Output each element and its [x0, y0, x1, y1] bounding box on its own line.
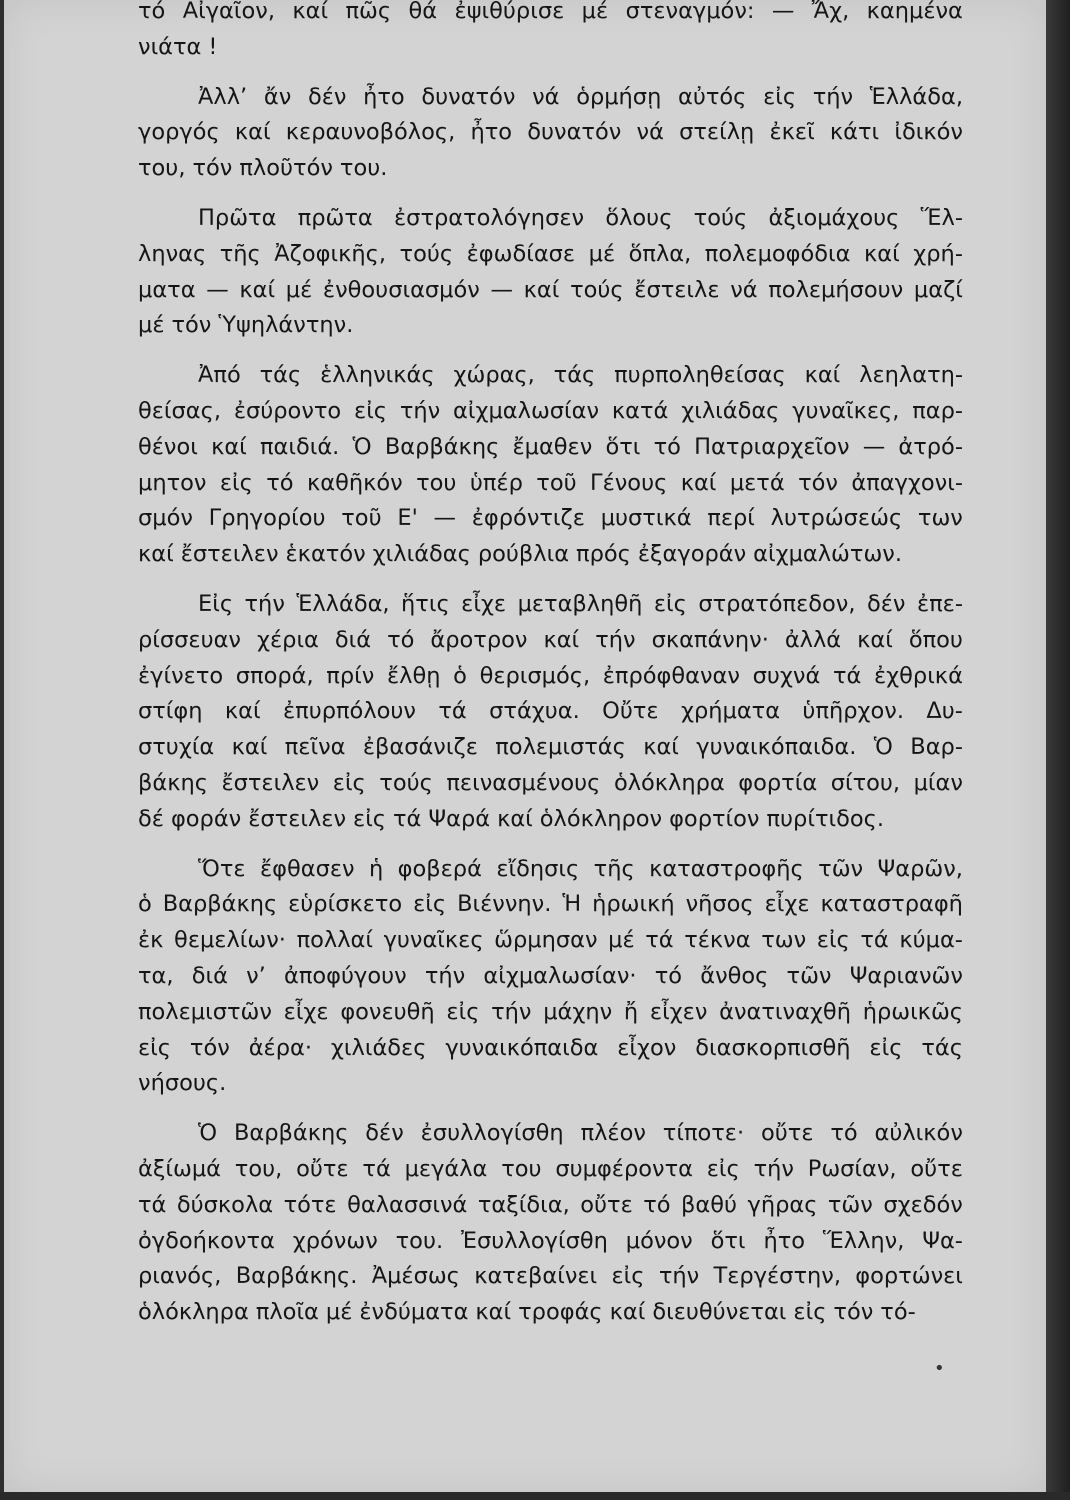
text-line: τό Αἰγαῖον, καί πῶς θά ἐψιθύρισε μέ στεναγμόν: — Ἄχ, καημένα	[138, 0, 963, 24]
paragraph	[138, 1116, 963, 1331]
text-line: του, τόν πλοῦτόν του.	[138, 155, 388, 182]
text-line: στίφη καί ἐπυρπόλουν τά στάχυα. Οὔτε χρήματα ὑπῆρχον. Δυ-	[138, 698, 963, 725]
paragraph-gap	[138, 573, 963, 587]
text-line: Εἰς τήν Ἑλλάδα, ἥτις εἶχε μεταβληθῆ εἰς στρατόπεδον, δέν ἐπε-	[198, 590, 963, 617]
text-line: νιάτα !	[138, 33, 218, 60]
text-line: βάκης ἔστειλεν εἰς τούς πεινασμένους ὁλόκληρα φορτία σίτου, μίαν	[138, 769, 963, 796]
text-line: εἰς τόν ἀέρα· χιλιάδες γυναικόπαιδα εἶχον διασκορπισθῆ εἰς τάς	[138, 1034, 963, 1061]
text-line: ἐγίνετο σπορά, πρίν ἔλθῃ ὁ θερισμός, ἐπρόφθαναν συχνά τά ἐχθρικά	[138, 662, 963, 689]
page-right-edge	[1046, 0, 1070, 1500]
paragraph	[138, 852, 963, 1103]
text-line: Πρῶτα πρῶτα ἐστρατολόγησεν ὅλους τούς ἀξιομάχους Ἕλ-	[198, 204, 963, 231]
text-line: πολεμιστῶν εἶχε φονευθῆ εἰς τήν μάχην ἤ εἶχεν ἀνατιναχθῆ ἡρωικῶς	[138, 998, 963, 1025]
text-line: ὀγδοήκοντα χρόνων του. Ἐσυλλογίσθη μόνον ὅτι ἦτο Ἕλλην, Ψα-	[138, 1227, 963, 1254]
paragraph-gap	[138, 187, 963, 201]
text-line: στυχία καί πεῖνα ἐβασάνιζε πολεμιστάς καί γυναικόπαιδα. Ὁ Βαρ-	[138, 734, 963, 761]
text-line: ἀξίωμά του, οὔτε τά μεγάλα του συμφέροντα εἰς τήν Ρωσίαν, οὔτε	[138, 1155, 963, 1182]
text-line: ἐκ θεμελίων· πολλαί γυναῖκες ὥρμησαν μέ τά τέκνα των εἰς τά κύμα-	[138, 927, 963, 954]
text-line: ληνας τῆς Ἀζοφικῆς, τούς ἐφωδίασε μέ ὅπλα, πολεμοφόδια καί χρή-	[138, 240, 963, 267]
text-line: τα, διά ν’ ἀποφύγουν τήν αἰχμαλωσίαν· τό ἄνθος τῶν Ψαριανῶν	[138, 962, 963, 989]
paragraph	[138, 80, 963, 187]
paragraph-gap	[138, 1102, 963, 1116]
text-line: ὁ Βαρβάκης εὑρίσκετο εἰς Βιέννην. Ἡ ἡρωική νῆσος εἶχε καταστραφῆ	[138, 891, 963, 918]
paragraph	[138, 0, 963, 66]
text-line: Ὅτε ἔφθασεν ἡ φοβερά εἴδησις τῆς καταστροφῆς τῶν Ψαρῶν,	[198, 855, 963, 882]
text-line: νήσους.	[138, 1070, 227, 1097]
page-bottom-edge	[0, 1492, 1070, 1500]
paragraph	[138, 587, 963, 838]
text-line: Ἀλλ’ ἄν δέν ἦτο δυνατόν νά ὁρμήσῃ αὐτός εἰς τήν Ἑλλάδα,	[198, 83, 963, 110]
text-line: μητον εἰς τό καθῆκόν του ὑπέρ τοῦ Γένους καί μετά τόν ἀπαγχονι-	[138, 469, 963, 496]
page-mark: •	[934, 1358, 945, 1379]
text-line: τά δύσκολα τότε θαλασσινά ταξίδια, οὔτε τό βαθύ γῆρας τῶν σχεδόν	[138, 1191, 963, 1218]
text-line: Ἀπό τάς ἑλληνικάς χώρας, τάς πυρποληθείσας καί λεηλατη-	[198, 362, 963, 389]
paragraph-gap	[138, 66, 963, 80]
text-line: μέ τόν Ὑψηλάντην.	[138, 312, 354, 339]
paragraph	[138, 358, 963, 573]
text-line: ματα — καί μέ ἐνθουσιασμόν — καί τούς ἔστειλε νά πολεμήσουν μαζί	[138, 276, 963, 303]
text-line: γοργός καί κεραυνοβόλος, ἦτο δυνατόν νά στείλῃ ἐκεῖ κάτι ἰδικόν	[138, 119, 963, 146]
body-text	[138, 0, 963, 1331]
text-line: θείσας, ἐσύροντο εἰς τήν αἰχμαλωσίαν κατά χιλιάδας γυναῖκες, παρ-	[138, 397, 963, 424]
paragraph-gap	[138, 344, 963, 358]
text-line: Ὁ Βαρβάκης δέν ἐσυλλογίσθη πλέον τίποτε· οὔτε τό αὐλικόν	[198, 1120, 963, 1147]
text-line: δέ φοράν ἔστειλεν εἰς τά Ψαρά καί ὁλόκληρον φορτίον πυρίτιδος.	[138, 805, 884, 832]
text-line: ριανός, Βαρβάκης. Ἀμέσως κατεβαίνει εἰς τήν Τεργέστην, φορτώνει	[138, 1263, 963, 1290]
text-line: ρίσσευαν χέρια διά τό ἄροτρον καί τήν σκαπάνην· ἀλλά καί ὅπου	[138, 626, 963, 653]
text-line: καί ἔστειλεν ἑκατόν χιλιάδας ρούβλια πρός ἐξαγοράν αἰχμαλώτων.	[138, 541, 903, 568]
text-line: σμόν Γρηγορίου τοῦ Ε' — ἐφρόντιζε μυστικά περί λυτρώσεώς των	[138, 505, 963, 532]
paragraph-gap	[138, 838, 963, 852]
text-line: θένοι καί παιδιά. Ὁ Βαρβάκης ἔμαθεν ὅτι τό Πατριαρχεῖον — ἀτρό-	[138, 433, 963, 460]
paragraph	[138, 201, 963, 344]
text-line: ὁλόκληρα πλοῖα μέ ἐνδύματα καί τροφάς καί διευθύνεται εἰς τόν τό-	[138, 1299, 916, 1326]
